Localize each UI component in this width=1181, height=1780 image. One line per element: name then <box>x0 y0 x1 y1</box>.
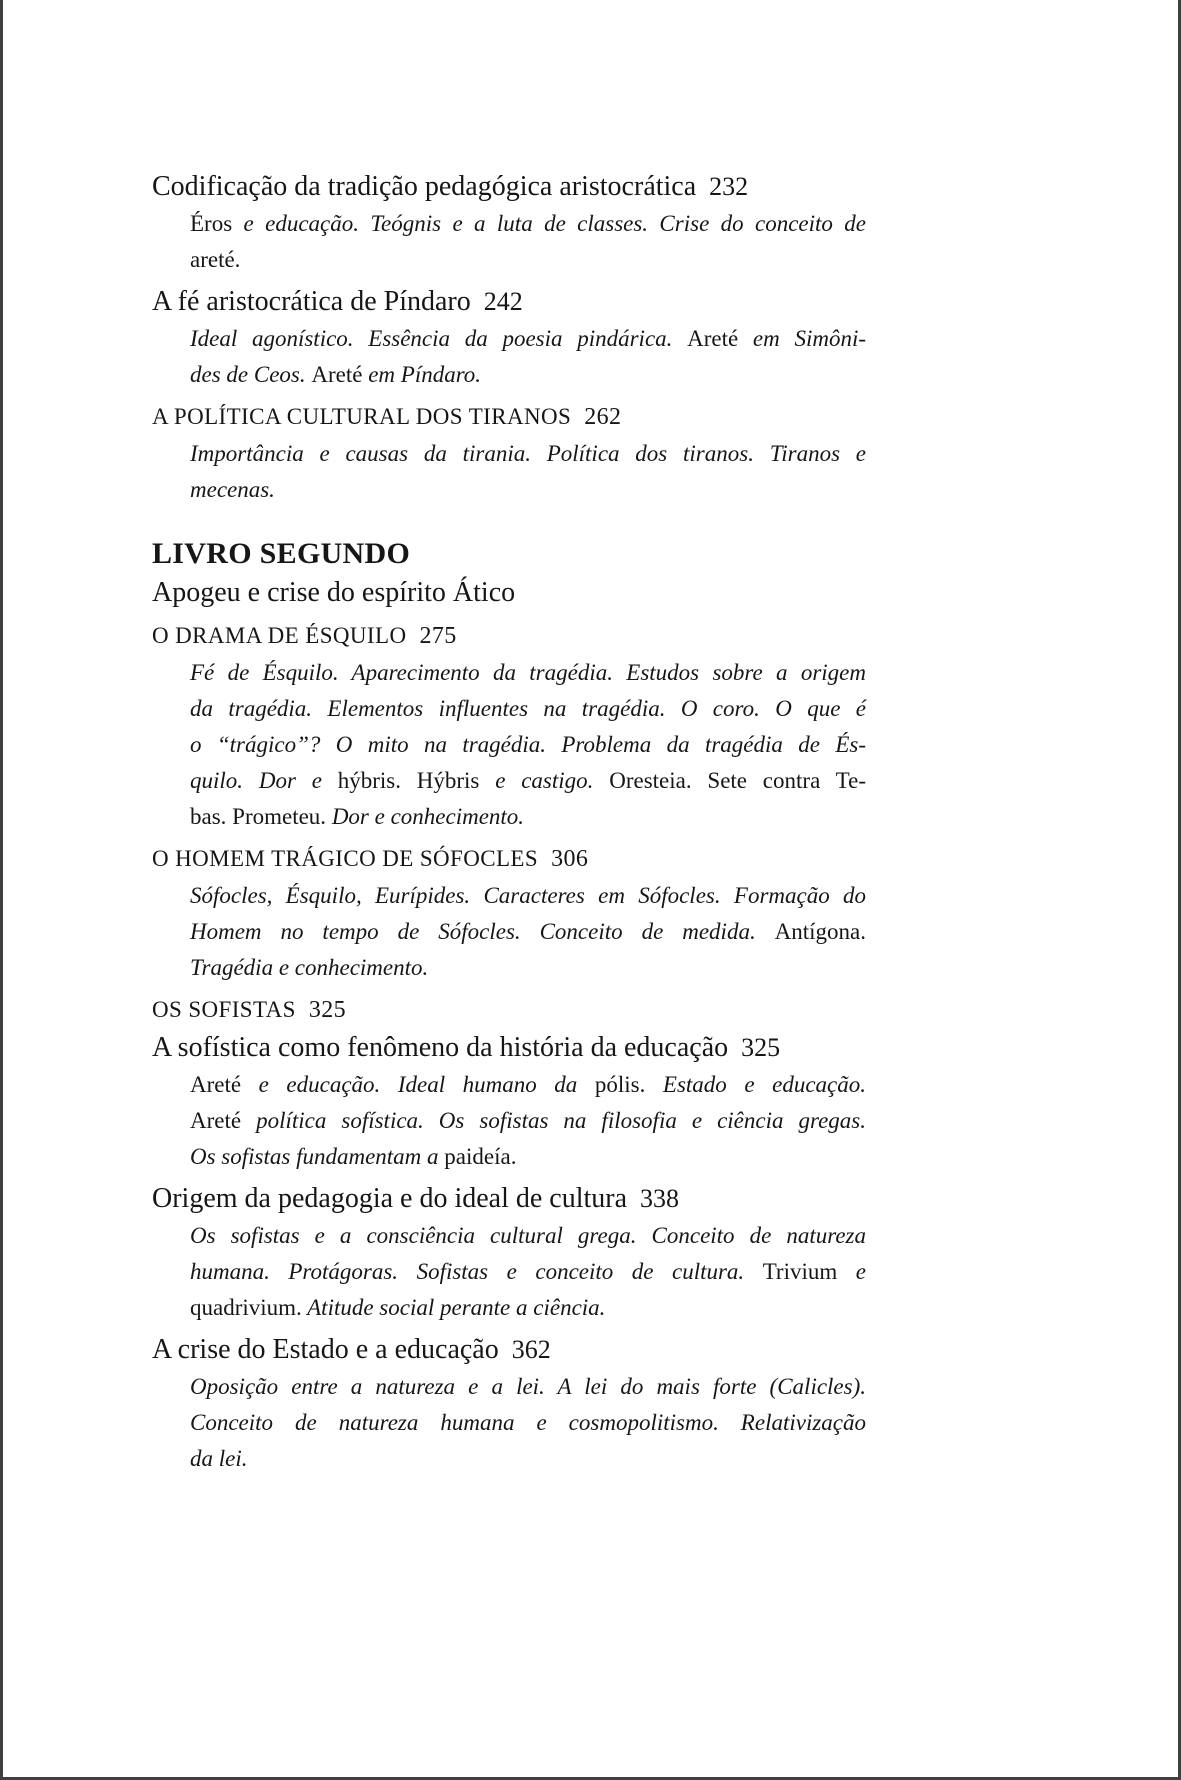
entry-title: O DRAMA DE ÉSQUILO <box>152 623 407 648</box>
text-segment: em Simôni- <box>738 326 866 351</box>
entry-summary <box>190 321 866 393</box>
text-segment: Tragédia e conhecimento. <box>190 955 429 980</box>
entry-page-number: 306 <box>551 846 589 872</box>
summary-line <box>190 357 866 393</box>
entry-title: A crise do Estado e a educação <box>152 1334 499 1365</box>
summary-line <box>190 1103 866 1139</box>
text-segment: Os sofistas fundamentam a <box>190 1144 445 1169</box>
summary-line <box>190 436 866 472</box>
summary-line <box>190 1369 866 1405</box>
text-segment: quilo. Dor e <box>190 768 338 793</box>
summary-line <box>190 1405 866 1441</box>
text-segment: areté. <box>190 247 241 272</box>
toc-entry <box>152 1180 866 1326</box>
summary-line <box>190 799 866 835</box>
entry-title-line <box>152 991 866 1029</box>
text-segment: Areté <box>190 1072 242 1097</box>
toc-entry <box>152 168 866 278</box>
toc-content-column <box>152 0 866 1477</box>
entry-page-number: 242 <box>483 287 523 316</box>
summary-line <box>190 1218 866 1254</box>
text-segment: e educação. Teógnis e a luta de classes. Crise do conceito de <box>232 211 866 236</box>
text-segment: Antígona. <box>774 919 866 944</box>
entry-title-line <box>152 617 866 655</box>
entry-title-line <box>152 1331 866 1369</box>
text-segment: Fé de Ésquilo. Aparecimento da tragédia. Estudos sobre a origem <box>190 660 866 685</box>
text-segment: da lei. <box>190 1446 248 1471</box>
entry-summary <box>190 436 866 508</box>
entry-title: OS SOFISTAS <box>152 997 296 1022</box>
entry-title: A sofística como fenômeno da história da educação <box>152 1032 729 1063</box>
toc-entry <box>152 1029 866 1175</box>
entry-summary <box>190 878 866 986</box>
summary-line <box>190 1290 866 1326</box>
entry-page-number: 362 <box>511 1335 551 1364</box>
entry-page-number: 275 <box>419 623 457 649</box>
summary-line <box>190 763 866 799</box>
summary-line <box>190 727 866 763</box>
text-segment: e castigo. <box>479 768 610 793</box>
text-segment: quadrivium. <box>190 1295 302 1320</box>
summary-line <box>190 321 866 357</box>
summary-line <box>190 242 866 278</box>
entry-page-number: 232 <box>709 172 749 201</box>
toc-entry <box>152 283 866 393</box>
text-segment: Trivium <box>762 1259 838 1284</box>
entry-page-number: 262 <box>584 404 622 430</box>
summary-line <box>190 1441 866 1477</box>
toc-entry <box>152 1331 866 1477</box>
entry-page-number: 338 <box>640 1184 680 1213</box>
entry-title: A POLÍTICA CULTURAL DOS TIRANOS <box>152 404 572 429</box>
entry-title-line <box>152 1180 866 1218</box>
summary-line <box>190 206 866 242</box>
entry-summary <box>190 1218 866 1326</box>
summary-line <box>190 950 866 986</box>
entry-title-line <box>152 1029 866 1067</box>
table-of-contents <box>152 168 866 1477</box>
text-segment: Oposição entre a natureza e a lei. A lei do mais forte (Calicles). <box>190 1374 866 1399</box>
text-segment: em Píndaro. <box>362 362 482 387</box>
entry-title-line <box>152 168 866 206</box>
text-segment: Estado e educação. <box>645 1072 867 1097</box>
entry-title: O HOMEM TRÁGICO DE SÓFOCLES <box>152 846 539 871</box>
entry-page-number: 325 <box>741 1033 781 1062</box>
toc-section-entry <box>152 617 866 835</box>
entry-page-number: 325 <box>308 997 347 1023</box>
entry-title: A fé aristocrática de Píndaro <box>152 286 471 317</box>
text-segment: e <box>837 1259 866 1284</box>
text-segment: bas. Prometeu. <box>190 804 332 829</box>
text-segment: Ideal agonístico. Essência da poesia pindárica. <box>190 326 688 351</box>
summary-line <box>190 472 866 508</box>
summary-line <box>190 655 866 691</box>
text-segment: o “trágico”? O mito na tragédia. Problema da tragédia de És- <box>190 732 866 757</box>
summary-line <box>190 914 866 950</box>
text-segment: humana. Protágoras. Sofistas e conceito de cultura. <box>190 1259 763 1284</box>
book-heading <box>152 534 866 612</box>
entry-summary <box>190 206 866 278</box>
toc-section-entry <box>152 398 866 508</box>
book-title: LIVRO SEGUNDO <box>152 537 411 570</box>
toc-section-entry <box>152 840 866 986</box>
text-segment: e educação. Ideal humano da <box>241 1072 595 1097</box>
entry-title: Origem da pedagogia e do ideal de cultura <box>152 1183 628 1214</box>
text-segment: Éros <box>190 211 233 236</box>
summary-line <box>190 1139 866 1175</box>
summary-line <box>190 1254 866 1290</box>
summary-line <box>190 1067 866 1103</box>
text-segment: paideía. <box>444 1144 517 1169</box>
entry-title: Codificação da tradição pedagógica aristocrática <box>152 171 697 202</box>
text-segment: da tragédia. Elementos influentes na tragédia. O coro. O que é <box>190 696 866 721</box>
entry-summary <box>190 1067 866 1175</box>
text-segment: Os sofistas e a consciência cultural grega. Conceito de natureza <box>190 1223 866 1248</box>
toc-section-entry <box>152 991 866 1029</box>
entry-summary <box>190 1369 866 1477</box>
text-segment: mecenas. <box>190 477 275 502</box>
text-segment: Importância e causas da tirania. Política dos tiranos. Tiranos e <box>190 441 866 466</box>
entry-title-line <box>152 840 866 878</box>
text-segment: política sofística. Os sofistas na filosofia e ciência gregas. <box>241 1108 866 1133</box>
text-segment: Sófocles, Ésquilo, Eurípides. Caracteres em Sófocles. Formação do <box>190 883 866 908</box>
text-segment: Atitude social perante a ciência. <box>301 1295 606 1320</box>
entry-summary <box>190 655 866 835</box>
text-segment: Dor e conhecimento. <box>331 804 525 829</box>
summary-line <box>190 691 866 727</box>
text-segment: pólis. <box>594 1072 646 1097</box>
text-segment: Areté <box>687 326 739 351</box>
text-segment: Homem no tempo de Sófocles. Conceito de medida. <box>190 919 775 944</box>
text-segment: Conceito de natureza humana e cosmopolitismo. Relativização <box>190 1410 866 1435</box>
book-subtitle: Apogeu e crise do espírito Ático <box>152 577 516 608</box>
entry-title-line <box>152 398 866 436</box>
entry-title-line <box>152 283 866 321</box>
text-segment: Areté <box>190 1108 242 1133</box>
text-segment: des de Ceos. <box>190 362 312 387</box>
text-segment: hýbris. Hýbris <box>337 768 480 793</box>
summary-line <box>190 878 866 914</box>
text-segment: Oresteia. Sete contra Te- <box>609 768 866 793</box>
text-segment: Areté <box>311 362 363 387</box>
